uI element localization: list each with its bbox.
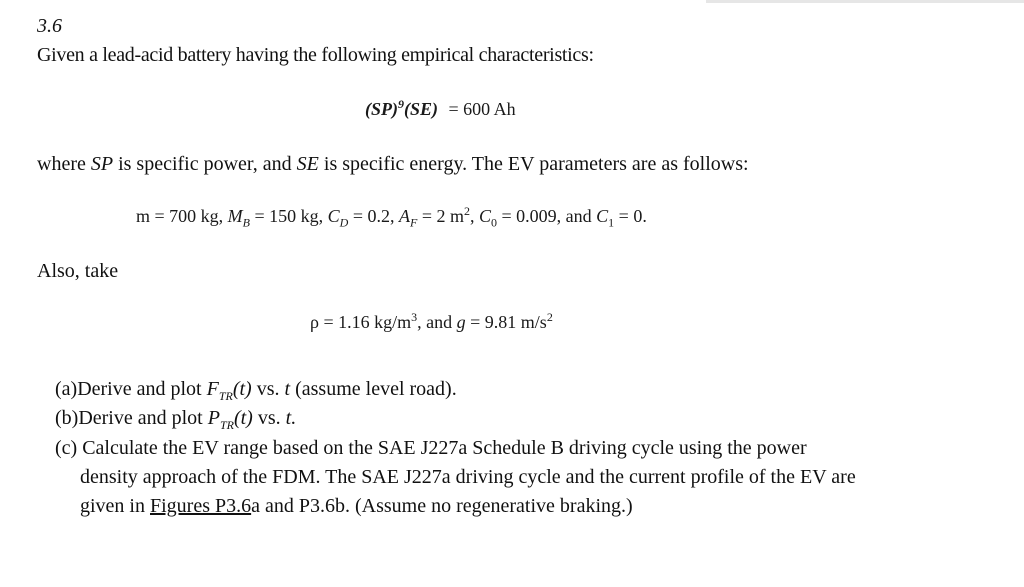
problem-number: 3.6 — [37, 15, 62, 37]
where-text-1: where — [37, 153, 91, 175]
part-a-vs: vs. — [251, 378, 285, 400]
constant-rho-sup: 3 — [411, 310, 418, 324]
where-text-3: is specific energy. The EV parameters are as follows: — [318, 153, 749, 175]
param-c1-symbol: C — [596, 206, 609, 226]
param-c0-sub: 0 — [491, 215, 498, 230]
part-b — [55, 406, 296, 430]
part-c-line-1: (c) Calculate the EV range based on the SAE J227a Schedule B driving cycle using the power — [55, 437, 807, 459]
constant-g-symbol: g — [456, 312, 466, 332]
part-a-sub: TR — [218, 389, 233, 403]
param-af-sup: 2 — [464, 204, 470, 218]
part-b-function: P — [207, 407, 220, 429]
part-b-sub: TR — [219, 418, 234, 432]
param-mb-value: = 150 kg, — [250, 206, 328, 226]
top-border-line — [706, 0, 1024, 3]
param-af-end: , — [470, 206, 479, 226]
ev-parameters — [136, 204, 647, 228]
intro-text: Given a lead-acid battery having the following empirical characteristics: — [37, 44, 594, 66]
param-mb-sub: B — [242, 215, 250, 230]
param-af-value: = 2 m — [417, 206, 464, 226]
param-af-sub: F — [410, 215, 418, 230]
equation-exponent: 9 — [398, 97, 404, 111]
part-a-arg: (t) — [232, 378, 252, 400]
part-b-prefix: (b)Derive and plot — [55, 407, 208, 429]
param-c1-sub: 1 — [608, 215, 615, 230]
param-m: m = 700 kg, — [136, 206, 228, 226]
part-b-vs: vs. — [252, 407, 286, 429]
equation-rhs: = 600 Ah — [448, 99, 516, 119]
param-mb-symbol: M — [227, 206, 243, 226]
part-a-function: F — [206, 378, 219, 400]
part-a-t: t — [284, 378, 291, 400]
part-c-line-3-suffix: a and P3.6b. (Assume no regenerative braking.) — [251, 495, 633, 517]
constant-g-sup: 2 — [546, 310, 553, 324]
part-a-suffix: (assume level road). — [290, 378, 457, 400]
part-c-line-3 — [80, 494, 633, 518]
where-se: SE — [296, 153, 319, 175]
figures-link[interactable]: Figures P3.6 — [150, 495, 252, 517]
equation-sp: (SP) — [365, 99, 398, 119]
param-af-symbol: A — [399, 206, 410, 226]
part-a-prefix: (a)Derive and plot — [55, 378, 207, 400]
param-c0-symbol: C — [479, 206, 492, 226]
equation-se: (SE) — [404, 99, 439, 119]
param-c0-value: = 0.009, and — [497, 206, 597, 226]
param-cd-value: = 0.2, — [348, 206, 399, 226]
param-cd-symbol: C — [327, 206, 340, 226]
part-b-t: t. — [285, 407, 297, 429]
battery-equation — [365, 97, 516, 121]
where-sentence — [37, 152, 749, 176]
constant-rho: ρ = 1.16 kg/m — [310, 312, 412, 332]
part-c-line-3-prefix: given in — [80, 495, 150, 517]
constants-equation — [310, 310, 553, 334]
part-c-line-2: density approach of the FDM. The SAE J227a driving cycle and the current profile of the EV are — [80, 466, 856, 488]
param-c1-value: = 0. — [614, 206, 647, 226]
where-sp: SP — [90, 153, 114, 175]
param-cd-sub: D — [339, 215, 349, 230]
constant-g-value: = 9.81 m/s — [465, 312, 547, 332]
constant-and: , and — [417, 312, 457, 332]
also-take-text: Also, take — [37, 260, 119, 282]
part-b-arg: (t) — [233, 407, 253, 429]
where-text-2: is specific power, and — [113, 153, 297, 175]
part-a — [55, 377, 457, 401]
